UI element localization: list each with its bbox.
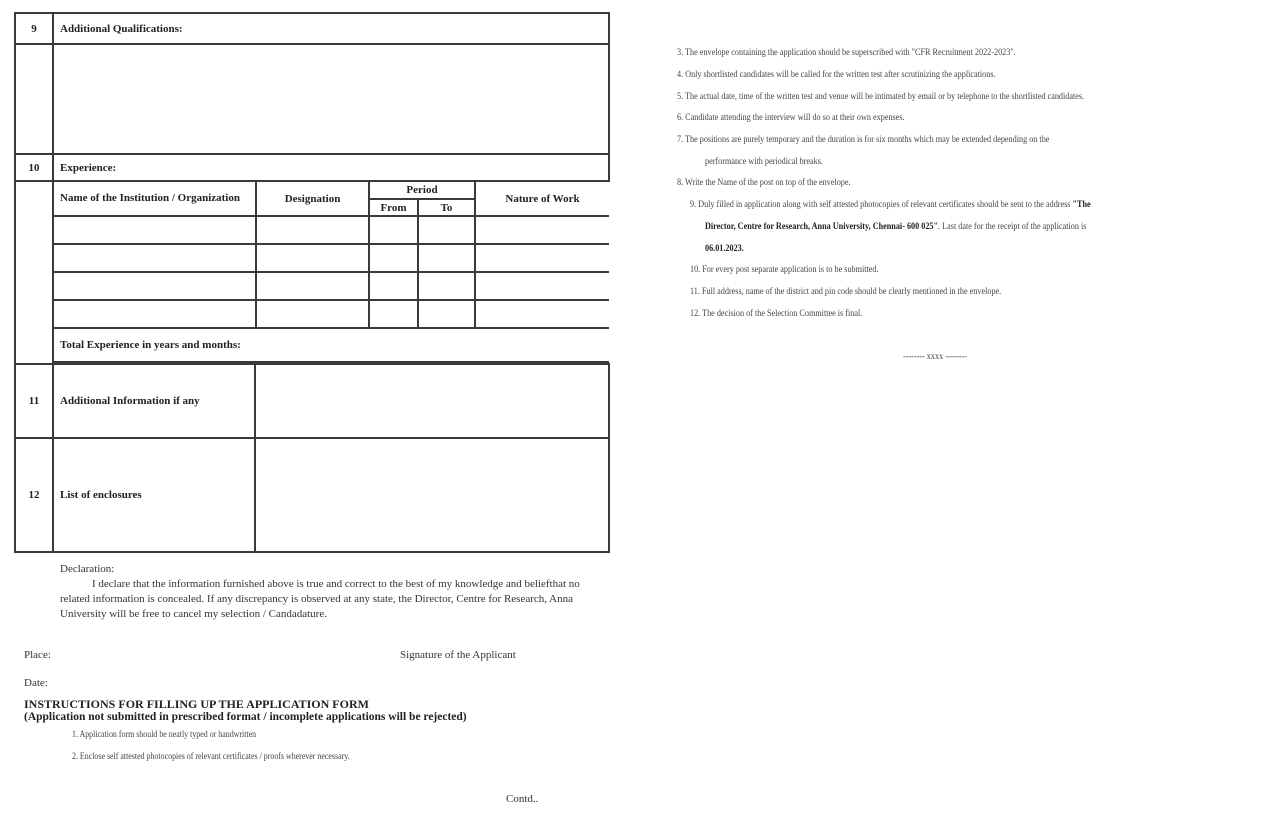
declaration-block (60, 562, 590, 622)
instructions-subtitle: (Application not submitted in prescribed format / incomplete applications will be rejected) (24, 711, 467, 723)
experience-row (54, 300, 609, 328)
row-number: 12 (15, 438, 53, 552)
to-cell[interactable] (418, 244, 475, 272)
instruction-item-continued: Director, Centre for Research, Anna University, Chennai- 600 025". Last date for the receipt of the application is (705, 222, 1087, 232)
nature-cell[interactable] (475, 244, 609, 272)
instructions-title: INSTRUCTIONS FOR FILLING UP THE APPLICATION FORM (24, 697, 369, 711)
institution-column-header: Name of the Institution / Organization (54, 182, 256, 216)
row-experience-header (15, 154, 609, 181)
row-additional-qualifications-header (15, 13, 609, 44)
additional-qualifications-field[interactable] (53, 44, 609, 154)
nature-of-work-column-header: Nature of Work (475, 182, 609, 216)
from-cell[interactable] (369, 244, 418, 272)
declaration-text: I declare that the information furnished above is true and correct to the best of my knowledge and beliefthat no related information is concealed. If any discrepancy is observed at any state, the Director, Centre for Research, Anna University will be free to cancel my selection / Candadature. (60, 578, 580, 620)
instruction-item: 8. Write the Name of the post on top of the envelope. (677, 178, 851, 188)
from-column-header: From (369, 199, 418, 216)
place-label: Place: (24, 649, 51, 661)
instruction-item: 2. Enclose self attested photocopies of relevant certificates / proofs wherever necessary. (72, 751, 350, 761)
additional-qualifications-label: Additional Qualifications: (53, 13, 609, 44)
nature-cell[interactable] (475, 272, 609, 300)
instruction-item: 1. Application form should be neatly typed or handwritten (72, 729, 257, 739)
designation-cell[interactable] (256, 216, 369, 244)
row-number: 10 (15, 154, 53, 181)
designation-cell[interactable] (256, 300, 369, 328)
row-additional-information (15, 364, 609, 438)
row-number: 11 (15, 364, 53, 438)
designation-column-header: Designation (256, 182, 369, 216)
to-column-header: To (418, 199, 475, 216)
instruction-item: 12. The decision of the Selection Committee is final. (690, 309, 863, 319)
experience-row (54, 216, 609, 244)
institution-cell[interactable] (54, 300, 256, 328)
experience-label: Experience: (53, 154, 609, 181)
designation-cell[interactable] (256, 244, 369, 272)
date-label: Date: (24, 677, 48, 689)
instruction-item: 7. The positions are purely temporary and the duration is for six months which may be extended depending on the (677, 135, 1050, 145)
institution-cell[interactable] (54, 216, 256, 244)
total-experience-label: Total Experience in years and months: (54, 328, 609, 362)
list-of-enclosures-label: List of enclosures (53, 438, 255, 552)
row-experience-body (15, 181, 609, 364)
nature-cell[interactable] (475, 216, 609, 244)
designation-cell[interactable] (256, 272, 369, 300)
row-number: 9 (15, 13, 53, 44)
experience-row (54, 272, 609, 300)
instruction-item: 5. The actual date, time of the written test and venue will be intimated by email or by telephone to the shortlisted candidates. (677, 92, 1085, 102)
from-cell[interactable] (369, 216, 418, 244)
additional-information-field[interactable] (255, 364, 609, 438)
additional-information-label: Additional Information if any (53, 364, 255, 438)
instruction-item: 3. The envelope containing the application should be superscribed with "CFR Recruitment 2022-2023". (677, 48, 1016, 58)
list-of-enclosures-field[interactable] (255, 438, 609, 552)
institution-cell[interactable] (54, 272, 256, 300)
last-date: 06.01.2023. (705, 244, 744, 254)
experience-row (54, 244, 609, 272)
declaration-heading: Declaration: (60, 563, 115, 575)
to-cell[interactable] (418, 300, 475, 328)
institution-cell[interactable] (54, 244, 256, 272)
to-cell[interactable] (418, 216, 475, 244)
instruction-item: 4. Only shortlisted candidates will be called for the written test after scrutinizing the applications. (677, 70, 996, 80)
from-cell[interactable] (369, 300, 418, 328)
continued-label: Contd.. (506, 793, 539, 805)
nature-cell[interactable] (475, 300, 609, 328)
end-mark: -------- xxxx -------- (903, 352, 967, 362)
to-cell[interactable] (418, 272, 475, 300)
from-cell[interactable] (369, 272, 418, 300)
row-list-of-enclosures (15, 438, 609, 552)
row-additional-qualifications-body (15, 44, 609, 154)
instruction-item: 9. Duly filled in application along with self attested photocopies of relevant certificates should be sent to the address "The (690, 200, 1091, 210)
signature-label: Signature of the Applicant (400, 649, 516, 661)
instruction-item: 11. Full address, name of the district and pin code should be clearly mentioned in the envelope. (690, 287, 1002, 297)
application-form-table (14, 12, 610, 553)
period-column-header: Period (369, 182, 475, 199)
instruction-item: 10. For every post separate application is to be submitted. (690, 265, 879, 275)
experience-table (54, 182, 609, 363)
instruction-item: 6. Candidate attending the interview will do so at their own expenses. (677, 113, 905, 123)
instruction-item-continued: performance with periodical breaks. (705, 157, 823, 167)
